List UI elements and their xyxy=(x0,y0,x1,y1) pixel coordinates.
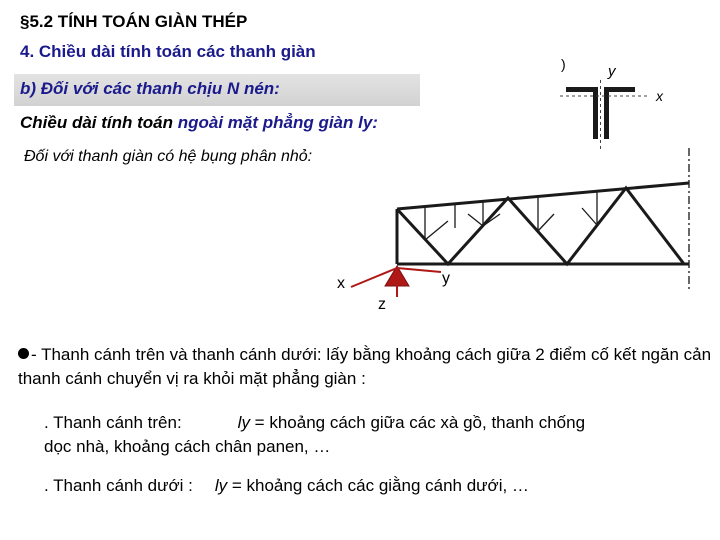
section-heading: 4. Chiều dài tính toán các thanh giàn xyxy=(20,42,316,61)
bullet-text: - Thanh cánh trên và thanh cánh dưới: lấy bằng khoảng cách giữa 2 điểm cố kết ngăn cản thanh cánh chuyển vị ra khỏi mặt phẳng giàn : xyxy=(18,345,712,388)
support-axes xyxy=(337,266,450,313)
right-angle-flange xyxy=(604,87,635,92)
top-chord-label: . Thanh cánh trên: xyxy=(44,413,182,432)
section-y-label: y xyxy=(608,63,616,80)
left-angle-flange xyxy=(566,87,597,92)
local-y-axis xyxy=(397,268,441,272)
double-angle-section xyxy=(560,56,664,150)
axis-y-label: y xyxy=(442,270,450,287)
line3-highlight: ngoài mặt phẳng giàn ly: xyxy=(177,113,378,132)
bottom-chord-value: = khoảng cách các giằng cánh dưới, … xyxy=(227,476,529,495)
truss-diagram xyxy=(397,148,689,292)
section-paren-label: ) xyxy=(561,56,566,72)
axis-z-label: z xyxy=(378,296,386,313)
subdivided-web-line: Đối với thanh giàn có hệ bụng phân nhỏ: xyxy=(24,148,313,165)
main-diagonals xyxy=(397,188,684,264)
bottom-chord-ly: ly xyxy=(214,476,228,495)
section-x-label: x xyxy=(656,88,663,104)
top-chord-ly: ly xyxy=(237,413,250,432)
top-chord xyxy=(397,183,689,209)
right-angle-leg xyxy=(604,87,609,139)
page-title: §5.2 TÍNH TOÁN GIÀN THÉP xyxy=(20,12,248,31)
axis-x-label: x xyxy=(337,275,345,292)
top-chord-continuation: dọc nhà, khoảng cách chân panen, … xyxy=(44,437,331,456)
subsection-heading: b) Đối với các thanh chịu N nén: xyxy=(20,79,280,98)
left-angle-leg xyxy=(593,87,598,139)
top-chord-value: = khoảng cách giữa các xà gồ, thanh chống xyxy=(249,413,586,432)
bottom-chord-label: . Thanh cánh dưới : xyxy=(44,476,193,495)
line3-prefix: Chiều dài tính toán xyxy=(20,113,178,132)
